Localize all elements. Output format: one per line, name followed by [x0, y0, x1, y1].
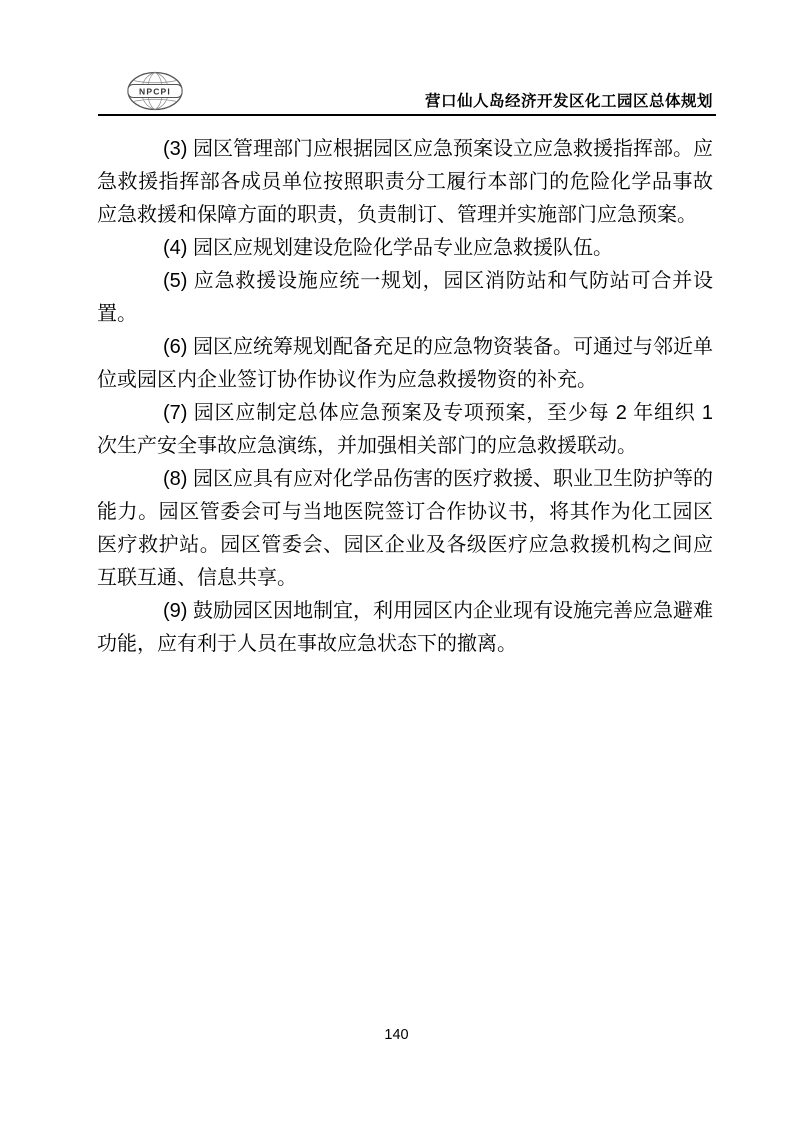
- logo-text: NPCPI: [139, 86, 171, 97]
- body-paragraph-7: (7) 园区应制定总体应急预案及专项预案，至少每 2 年组织 1 次生产安全事故应急演练，并加强相关部门的应急救援联动。: [97, 402, 713, 457]
- body-paragraph-8: (8) 园区应具有应对化学品伤害的医疗救援、职业卫生防护等的能力。园区管委会可与当地医院签订合作协议书，将其作为化工园区医疗救护站。园区管委会、园区企业及各级医疗应急救援机构之间应互联互通、信息共享。: [97, 468, 713, 589]
- body-paragraph-5: (5) 应急救援设施应统一规划，园区消防站和气防站可合并设置。: [97, 270, 713, 325]
- document-body: [97, 133, 713, 661]
- header-rule: [98, 114, 716, 116]
- body-paragraph-6: (6) 园区应统筹规划配备充足的应急物资装备。可通过与邻近单位或园区内企业签订协作协议作为应急救援物资的补充。: [97, 336, 713, 391]
- globe-logo-icon: [126, 71, 184, 111]
- npcpi-logo: [126, 71, 184, 116]
- body-paragraph-3: (3) 园区管理部门应根据园区应急预案设立应急救援指挥部。应急救援指挥部各成员单位按照职责分工履行本部门的危险化学品事故应急救援和保障方面的职责，负责制订、管理并实施部门应急预案。: [97, 138, 713, 226]
- header-title: 营口仙人岛经济开发区化工园区总体规划: [424, 93, 713, 110]
- page-number: 140: [384, 1027, 409, 1043]
- body-paragraph-4: (4) 园区应规划建设危险化学品专业应急救援队伍。: [163, 237, 613, 259]
- body-paragraph-9: (9) 鼓励园区因地制宜，利用园区内企业现有设施完善应急避难功能，应有利于人员在事故应急状态下的撤离。: [97, 600, 713, 655]
